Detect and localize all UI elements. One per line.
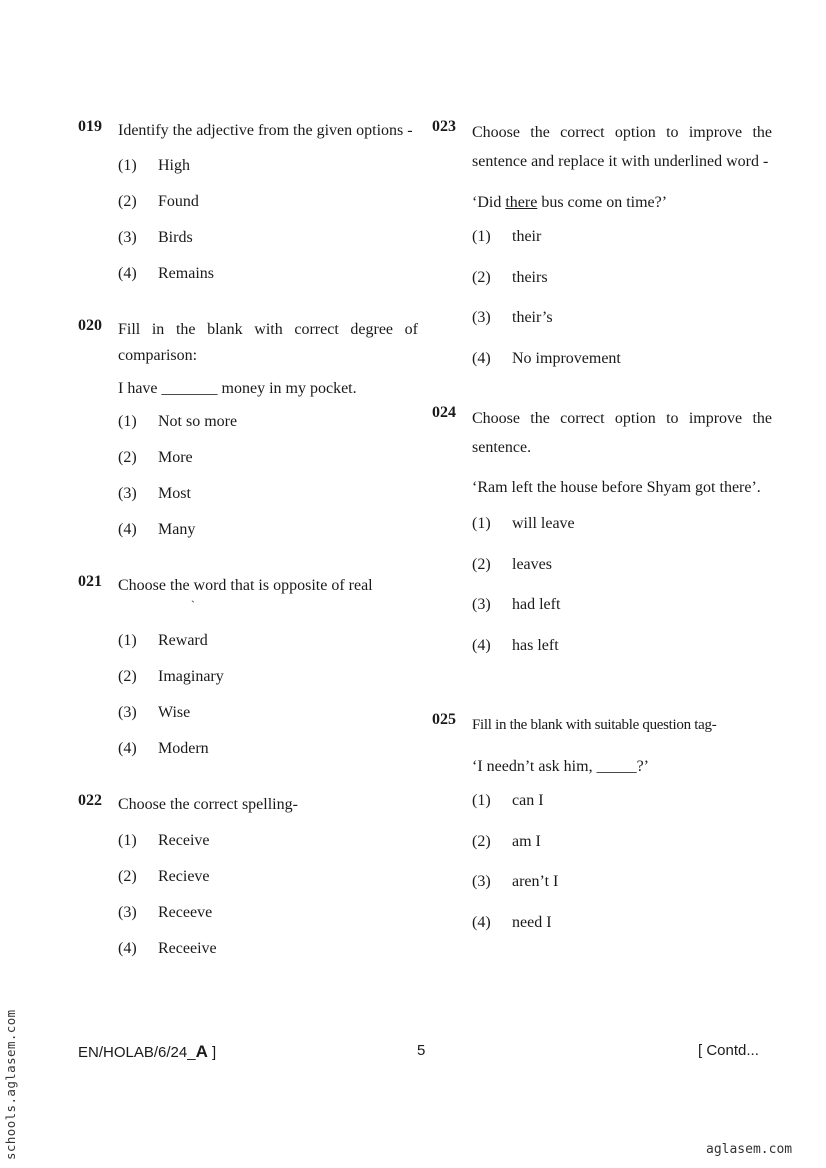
- question-prompt: ‘Ram left the house before Shyam got there’.: [472, 479, 761, 496]
- question-number: 022: [78, 792, 102, 809]
- prompt-underlined-word: there: [505, 194, 538, 211]
- options-list: [472, 781, 772, 943]
- option-text: High: [158, 157, 190, 174]
- continued-label: [ Contd...: [698, 1042, 759, 1059]
- option-number: (2): [472, 832, 491, 850]
- question-021: [78, 570, 418, 767]
- question-prompt: [472, 188, 772, 217]
- option: [118, 148, 418, 184]
- option-number: (1): [472, 228, 491, 245]
- option-text: More: [158, 449, 193, 466]
- option-number: (3): [472, 309, 491, 326]
- option-text: Receive: [158, 832, 210, 849]
- option: [118, 659, 418, 695]
- option-text: Birds: [158, 229, 193, 246]
- option-number: (4): [118, 521, 137, 538]
- option-text: can I: [512, 792, 544, 809]
- option-number: (4): [118, 265, 137, 282]
- page-number: 5: [417, 1042, 426, 1059]
- question-prompt: [472, 752, 772, 781]
- option-number: (2): [472, 268, 491, 286]
- option-number: (1): [118, 632, 137, 649]
- prompt-text-before: I have: [118, 380, 158, 397]
- options-list: [118, 148, 418, 292]
- question-number: 023: [432, 118, 456, 135]
- option-number: (1): [472, 792, 491, 809]
- option: [118, 440, 418, 476]
- option-text: theirs: [512, 268, 548, 286]
- question-text: Choose the correct spelling-: [118, 796, 298, 813]
- question-023: [432, 115, 772, 379]
- left-column: [78, 115, 418, 967]
- option-number: (2): [118, 668, 137, 685]
- option: [472, 626, 772, 667]
- option-text: am I: [512, 832, 541, 850]
- option: [472, 504, 772, 545]
- options-list: [118, 623, 418, 767]
- option: [118, 476, 418, 512]
- question-text: Fill in the blank with correct degree of comparison:: [118, 321, 418, 364]
- option: [472, 545, 772, 586]
- option-text: leaves: [512, 555, 552, 573]
- option-number: (4): [472, 636, 491, 654]
- option: [118, 220, 418, 256]
- option: [118, 184, 418, 220]
- option-number: (3): [118, 704, 137, 721]
- option: [472, 298, 772, 339]
- option-text: No improvement: [512, 349, 621, 367]
- options-list: [472, 217, 772, 379]
- question-024: [432, 401, 772, 666]
- option-number: (4): [118, 740, 137, 757]
- option-number: (1): [472, 515, 491, 532]
- option: [118, 623, 418, 659]
- prompt-blank: _____: [596, 758, 637, 775]
- side-watermark: schools.aglasem.com: [3, 1009, 18, 1160]
- option: [118, 931, 418, 967]
- stray-mark: `: [191, 598, 195, 612]
- option: [472, 781, 772, 822]
- prompt-text-after: bus come on time?’: [541, 194, 668, 211]
- option-number: (3): [118, 904, 137, 921]
- question-number: 025: [432, 711, 456, 728]
- question-020: [78, 314, 418, 548]
- prompt-text-after: ?’: [636, 758, 649, 775]
- option-text: Imaginary: [158, 668, 224, 685]
- question-text: Choose the word that is opposite of real: [118, 577, 373, 594]
- option: [118, 731, 418, 767]
- option-number: (2): [118, 193, 137, 210]
- option-text: Recieve: [158, 868, 210, 885]
- option-number: (4): [118, 940, 137, 957]
- option-text: need I: [512, 913, 552, 931]
- prompt-text-after: money in my pocket.: [221, 380, 357, 397]
- question-text: Fill in the blank with suitable question tag-: [472, 717, 717, 733]
- option-number: (4): [472, 913, 491, 931]
- option: [118, 512, 418, 548]
- question-prompt: [118, 374, 418, 403]
- question-025: [432, 708, 772, 943]
- option: [472, 822, 772, 863]
- option-number: (2): [472, 555, 491, 573]
- option-text: Modern: [158, 740, 209, 757]
- option-text: Reward: [158, 632, 208, 649]
- option-text: Remains: [158, 265, 214, 282]
- option-text: Wise: [158, 704, 191, 721]
- question-text: Choose the correct option to improve the sentence.: [472, 410, 772, 456]
- option-text: Receeve: [158, 904, 213, 921]
- prompt-text-before: ‘Did: [472, 194, 502, 211]
- option: [118, 404, 418, 440]
- option: [472, 903, 772, 944]
- question-number: 019: [78, 118, 102, 135]
- option-text: Found: [158, 193, 199, 210]
- option-number: (2): [118, 868, 137, 885]
- option: [118, 256, 418, 292]
- option-text: aren’t I: [512, 873, 559, 890]
- question-number: 024: [432, 404, 456, 421]
- option-text: Most: [158, 485, 191, 502]
- option-number: (1): [118, 157, 137, 174]
- prompt-blank: _______: [161, 380, 218, 397]
- option-number: (4): [472, 349, 491, 367]
- option: [118, 859, 418, 895]
- option: [118, 895, 418, 931]
- option: [472, 585, 772, 626]
- option: [472, 217, 772, 258]
- question-text: Identify the adjective from the given options -: [118, 122, 413, 139]
- paper-set-letter: A: [195, 1042, 208, 1061]
- option-text: Not so more: [158, 413, 238, 430]
- paper-code: [78, 1042, 216, 1062]
- prompt-text-before: ‘I needn’t ask him,: [472, 758, 593, 775]
- option: [118, 695, 418, 731]
- bottom-watermark: aglasem.com: [706, 1142, 793, 1157]
- paper-code-suffix: ]: [207, 1044, 217, 1061]
- paper-code-text: EN/HOLAB/6/24_: [78, 1044, 196, 1061]
- option: [118, 823, 418, 859]
- option: [472, 862, 772, 903]
- option-text: has left: [512, 636, 559, 654]
- option-text: had left: [512, 596, 561, 613]
- option-number: (3): [118, 229, 137, 246]
- options-list: [118, 404, 418, 548]
- option-number: (3): [472, 596, 491, 613]
- option-text: their’s: [512, 309, 553, 326]
- option-number: (1): [118, 832, 137, 849]
- right-column: [432, 115, 772, 943]
- question-number: 021: [78, 573, 102, 590]
- question-text: Choose the correct option to improve the sentence and replace it with underlined word -: [472, 124, 772, 170]
- question-022: [78, 789, 418, 967]
- options-list: [118, 823, 418, 967]
- option-text: will leave: [512, 515, 575, 532]
- option-text: Many: [158, 521, 196, 538]
- option-number: (3): [118, 485, 137, 502]
- option-number: (1): [118, 413, 137, 430]
- options-list: [472, 504, 772, 666]
- option-number: (3): [472, 873, 491, 890]
- question-number: 020: [78, 317, 102, 334]
- option: [472, 258, 772, 299]
- option: [472, 339, 772, 380]
- option-text: their: [512, 228, 542, 245]
- option-number: (2): [118, 449, 137, 466]
- option-text: Receeive: [158, 940, 217, 957]
- question-019: [78, 115, 418, 292]
